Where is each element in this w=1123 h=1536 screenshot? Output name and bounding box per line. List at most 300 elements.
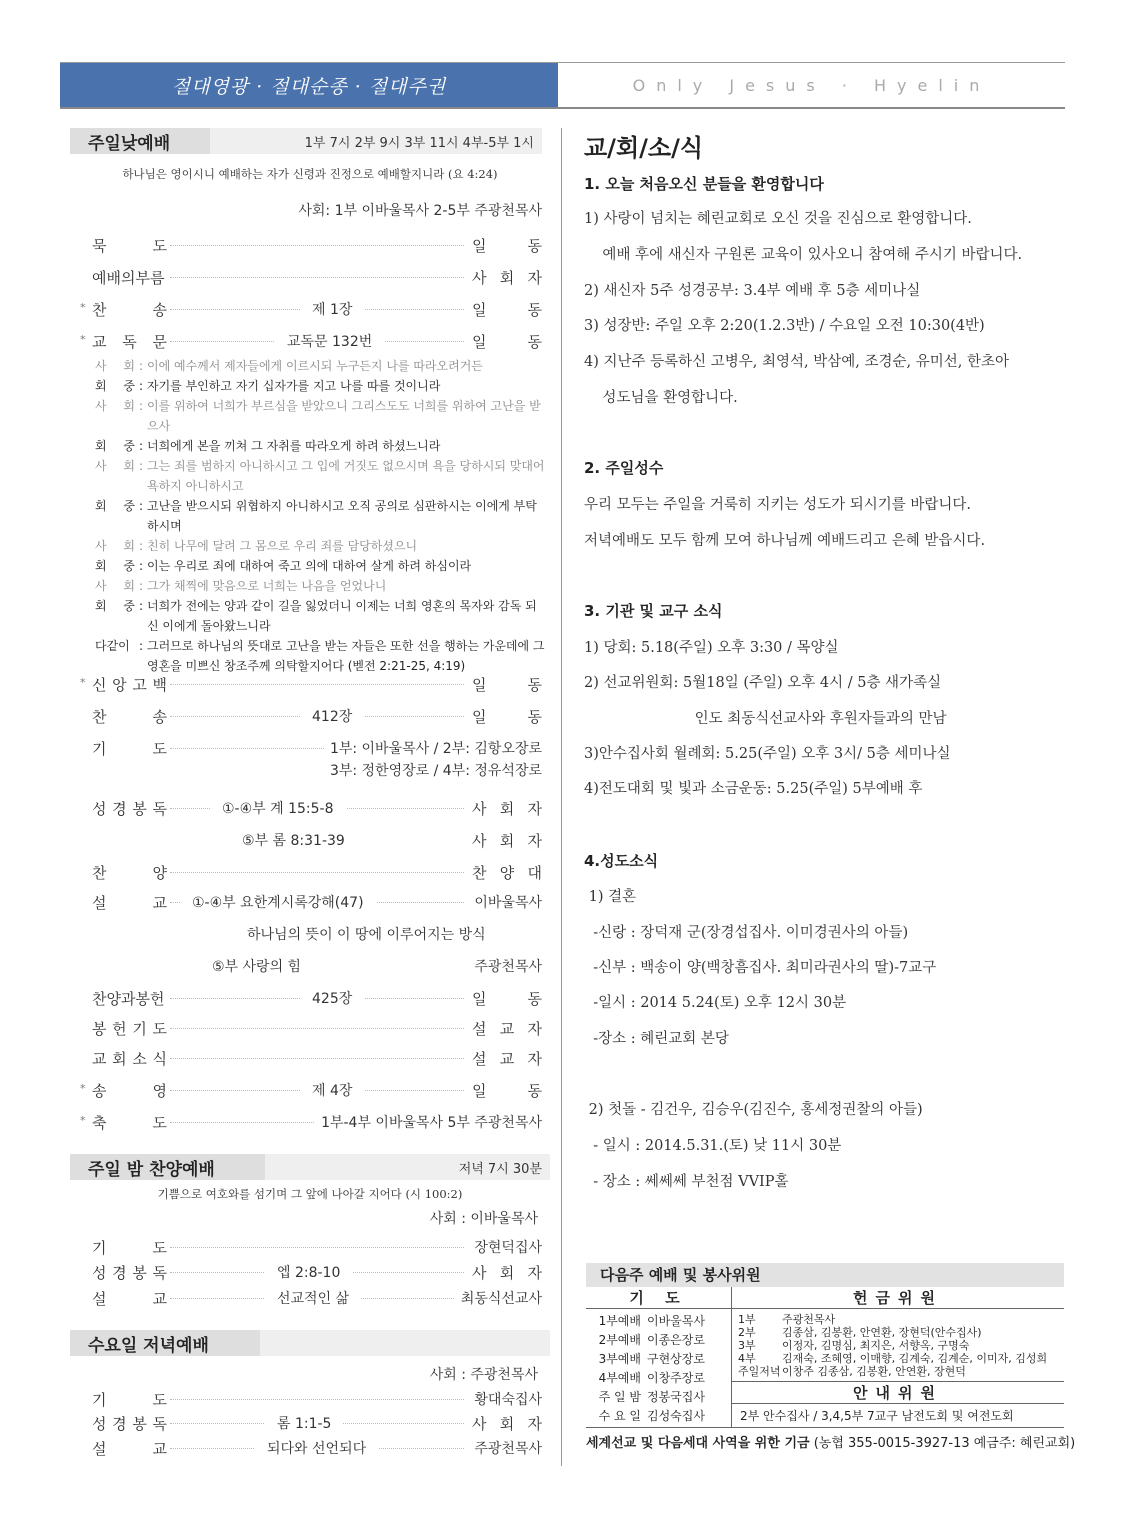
speaker <box>95 596 139 636</box>
order-item-detail: 하나님의 뜻이 이 땅에 이루어지는 방식 <box>235 924 498 944</box>
order-item-detail: ⑤부 롬 8:31-39 <box>230 830 357 850</box>
offering-column <box>732 1287 1064 1427</box>
standing-marker: * <box>80 301 86 314</box>
offering-row <box>732 1352 1064 1365</box>
char: 회 <box>123 579 135 593</box>
offering-list <box>732 1309 1064 1382</box>
char: 찬 <box>472 864 487 882</box>
responsive-line <box>95 376 545 396</box>
order-item-detail: 425장 <box>300 988 364 1008</box>
char: 일 <box>472 676 487 694</box>
prayer-leader: 김성숙집사 <box>647 1409 705 1423</box>
order-item-detail: 선교적인 삶 <box>265 1288 361 1308</box>
order-row <box>70 922 542 946</box>
char: 일 <box>472 990 487 1008</box>
char: 경 <box>112 1415 127 1433</box>
responsive-line <box>95 396 545 436</box>
char: 회 <box>499 1415 515 1433</box>
order-item-leader: 1부: 이바울목사 / 2부: 김항오장로 <box>324 738 542 758</box>
order-item-leader <box>468 299 542 320</box>
offering-members: 주광천목사 <box>782 1313 836 1326</box>
leader-dots <box>170 684 464 685</box>
char: 자 <box>527 1020 542 1038</box>
char: 다같이 <box>95 639 130 653</box>
char: 회 <box>95 499 107 513</box>
news-line: -신랑 : 장덕재 군(장경섭집사. 이미경권사의 아들) <box>584 925 909 941</box>
prayer-row <box>586 1388 731 1407</box>
scripture-verse: 하나님은 영이시니 예배하는 자가 신령과 진정으로 예배할지니라 (요 4:24) <box>122 167 498 181</box>
char: 동 <box>527 676 542 694</box>
order-item-detail: ①-④부 계 15:5-8 <box>210 798 346 818</box>
char: 교 <box>152 1440 167 1458</box>
order-item-name <box>92 862 167 883</box>
char: 영 <box>152 1082 167 1100</box>
mission-fund-note <box>586 1432 1076 1451</box>
char: 회 <box>95 379 107 393</box>
service-name: 주 일 밤 <box>598 1390 641 1404</box>
char: 동 <box>527 301 542 319</box>
char: 도 <box>152 1239 167 1257</box>
order-row <box>70 704 542 728</box>
service-name: 2부 <box>738 1326 756 1339</box>
char: 사 <box>95 579 107 593</box>
news-line: -장소 : 혜린교회 본당 <box>584 1031 729 1047</box>
news-line: 4)전도대회 및 빛과 소금운동: 5.25(주일) 5부예배 후 <box>584 781 923 797</box>
order-item-leader <box>468 1018 542 1039</box>
char: 경 <box>112 1264 127 1282</box>
order-item-name <box>92 331 167 352</box>
order-item-leader <box>468 331 542 352</box>
scripture-verse: 기쁨으로 여호와를 섬기며 그 앞에 나아갈 지어다 (시 100:2) <box>157 1187 463 1201</box>
order-item-leader <box>468 674 542 695</box>
sunday-evening-header <box>70 1154 550 1180</box>
order-row <box>70 736 542 779</box>
char: 송 <box>152 301 167 319</box>
section-title: 주일낮예배 <box>70 128 210 154</box>
responsive-reading <box>95 356 545 676</box>
service-name: 주일저녁 <box>738 1365 781 1378</box>
order-item-name <box>92 299 167 320</box>
order-row <box>70 1436 542 1460</box>
leader-dots <box>170 277 464 278</box>
news-line: 우리 모두는 주일을 거룩히 지키는 성도가 되시기를 바랍니다. <box>584 497 972 513</box>
char: 기 <box>132 1020 147 1038</box>
order-item-name <box>92 267 167 288</box>
responsive-line <box>95 576 545 596</box>
order-item-detail: 롬 1:1-5 <box>265 1413 343 1433</box>
char: 동 <box>527 990 542 1008</box>
responsive-line <box>95 356 545 376</box>
char: 교 <box>152 1290 167 1308</box>
char: 예배의부름 <box>92 269 165 287</box>
prayer-row <box>586 1350 731 1369</box>
char: 교 <box>152 894 167 912</box>
order-item-name <box>92 1262 167 1283</box>
news-line: 저녁예배도 모두 함께 모여 하나님께 예배드리고 은혜 받읍시다. <box>584 533 986 549</box>
news-line: 3) 성장반: 주일 오후 2:20(1.2.3반) / 수요일 오전 10:30(4반) <box>584 318 985 334</box>
order-item-name <box>92 706 167 727</box>
order-row <box>70 1110 542 1134</box>
reading-text: 자기를 부인하고 자기 십자가를 지고 나를 따를 것이니라 <box>147 379 441 393</box>
char: 자 <box>527 1415 542 1433</box>
order-item-name <box>92 988 167 1009</box>
order-row <box>70 828 542 852</box>
char: 앙 <box>112 676 127 694</box>
reading-text: 고난을 받으시되 위협하지 아니하시고 오직 공의로 심판하시는 이에게 부탁하시며 <box>147 499 537 533</box>
order-row <box>70 1078 542 1102</box>
leader-dots <box>170 245 464 246</box>
char: 성 <box>92 1415 107 1433</box>
news-heading: 2. 주일성수 <box>584 459 664 477</box>
char: 헌 <box>112 1020 127 1038</box>
char: 설 <box>92 894 107 912</box>
section-title: 수요일 저녁예배 <box>70 1330 260 1356</box>
service-name: 1부 <box>738 1313 756 1326</box>
char: 사 <box>95 539 107 553</box>
service-name: 4부 <box>738 1352 756 1365</box>
order-item-leader: 최동식선교사 <box>455 1288 542 1308</box>
char: 자 <box>527 832 542 850</box>
prayer-leader: 이종은장로 <box>647 1333 705 1347</box>
order-item-name <box>92 1018 167 1039</box>
char: 중 <box>123 439 135 453</box>
char: 봉 <box>92 1020 107 1038</box>
news-line: 4) 지난주 등록하신 고병우, 최영석, 박삼예, 조경순, 유미선, 한초아 <box>584 354 1009 370</box>
char: 회 <box>123 539 135 553</box>
char: 경 <box>112 800 127 818</box>
order-item-detail: 엡 2:8-10 <box>265 1262 352 1282</box>
char: 송 <box>152 708 167 726</box>
leader-dots <box>170 1028 464 1029</box>
service-times: 저녁 7시 30분 <box>458 1161 542 1177</box>
order-row <box>70 329 542 353</box>
order-item-leader <box>468 1262 542 1283</box>
char: 일 <box>472 301 487 319</box>
order-row <box>70 1260 542 1284</box>
church-news-title: 교/회/소/식 <box>584 134 704 162</box>
news-line: 2) 첫돌 - 김건우, 김승우(김진수, 홍세정권찰의 아들) <box>584 1102 923 1118</box>
char: 사 <box>95 399 107 413</box>
char: 중 <box>123 559 135 573</box>
char: 송 <box>92 1082 107 1100</box>
char: 사 <box>472 1415 487 1433</box>
char: 동 <box>527 333 542 351</box>
guide-header: 안내위원 <box>732 1382 1064 1404</box>
char: 회 <box>499 800 515 818</box>
service-host: 사회 : 이바울목사 <box>429 1211 538 1227</box>
prayer-header: 기 도 <box>586 1287 731 1309</box>
char: 교 <box>499 1050 515 1068</box>
char: 회 <box>95 599 107 613</box>
order-item-name <box>92 892 167 913</box>
prayer-row <box>586 1407 731 1426</box>
colon: : <box>139 579 144 593</box>
volunteers-table <box>586 1287 1064 1428</box>
news-line: - 장소 : 쎄쎄쎄 부천점 VVIP홀 <box>584 1174 789 1190</box>
news-line: -신부 : 백송이 양(백창흠집사. 최미라권사의 딸)-7교구 <box>584 960 937 976</box>
char: 일 <box>472 708 487 726</box>
char: 회 <box>123 399 135 413</box>
order-item-detail: 교독문 132번 <box>275 331 384 351</box>
char: 회 <box>499 269 515 287</box>
news-line: 예배 후에 새신자 구원론 교육이 있사오니 참여해 주시기 바랍니다. <box>584 247 1023 263</box>
char: 봉 <box>132 1264 147 1282</box>
order-row <box>70 1046 542 1070</box>
char: 성 <box>92 1264 107 1282</box>
speaker <box>95 576 139 596</box>
service-name: 수 요 일 <box>598 1409 641 1423</box>
char: 독 <box>122 333 137 351</box>
responsive-line <box>95 556 545 576</box>
order-item-name <box>92 1389 167 1410</box>
speaker <box>95 456 139 496</box>
order-row <box>70 1235 542 1259</box>
char: 회 <box>123 459 135 473</box>
service-times: 1부 7시 2부 9시 3부 11시 4부-5부 1시 <box>304 135 534 151</box>
leader-dots <box>170 1058 464 1059</box>
news-line: -일시 : 2014 5.24(토) 오후 12시 30분 <box>584 995 847 1011</box>
char: 사 <box>472 269 487 287</box>
char: 고 <box>132 676 147 694</box>
order-item-leader: 황대숙집사 <box>468 1389 542 1409</box>
speaker <box>95 396 139 436</box>
offering-header: 헌금위원 <box>732 1287 1064 1309</box>
section-title: 주일 밤 찬양예배 <box>70 1154 265 1180</box>
colon: : <box>139 379 144 393</box>
standing-marker: * <box>80 1082 86 1095</box>
order-item-name <box>92 1413 167 1434</box>
char: 교 <box>499 1020 515 1038</box>
char: 회 <box>95 439 107 453</box>
speaker <box>95 356 139 376</box>
char: 일 <box>472 333 487 351</box>
char: 회 <box>95 559 107 573</box>
order-item-leader: 장현덕집사 <box>468 1237 542 1257</box>
tagline: Only Jesus · Hyelin <box>632 75 991 95</box>
leader-dots <box>170 1399 464 1400</box>
order-row <box>70 890 542 914</box>
order-item-leader <box>468 235 542 256</box>
char: 백 <box>152 676 167 694</box>
order-item-name <box>92 798 167 819</box>
responsive-line <box>95 436 545 456</box>
reading-text: 이는 우리로 죄에 대하여 죽고 의에 대하여 살게 하려 하심이라 <box>147 559 472 573</box>
char: 자 <box>527 269 542 287</box>
order-item-detail: 제 4장 <box>300 1080 364 1100</box>
news-line: 1) 결혼 <box>584 889 637 905</box>
order-item-leader-2: 3부: 정한영장로 / 4부: 정유석장로 <box>324 760 542 780</box>
service-host: 사회: 1부 이바울목사 2-5부 주광천목사 <box>298 203 542 219</box>
char: 찬양과봉헌 <box>92 990 165 1008</box>
prayer-leader: 이창주장로 <box>647 1371 705 1385</box>
order-item-detail: ①-④부 요한계시록강해(47) <box>180 892 376 912</box>
char: 기 <box>92 1239 107 1257</box>
order-row <box>70 1411 542 1435</box>
standing-marker: * <box>80 1114 86 1127</box>
char: 소 <box>132 1050 147 1068</box>
order-item-leader: 주광천목사 <box>468 956 542 976</box>
service-name: 1부예배 <box>598 1314 641 1328</box>
leader-dots <box>170 872 464 873</box>
char: 대 <box>527 864 542 882</box>
order-row <box>70 954 542 978</box>
speaker <box>95 556 139 576</box>
char: 묵 <box>92 237 107 255</box>
order-item-name <box>92 1080 167 1101</box>
char: 중 <box>123 379 135 393</box>
char: 독 <box>152 1264 167 1282</box>
order-item-leader <box>468 1080 542 1101</box>
prayer-row <box>586 1331 731 1350</box>
standing-marker: * <box>80 676 86 689</box>
leader-dots <box>170 1247 464 1248</box>
standing-marker: * <box>80 333 86 346</box>
responsive-line <box>95 596 545 636</box>
char: 동 <box>527 708 542 726</box>
news-line: 1) 사랑이 넘치는 혜린교회로 오신 것을 진심으로 환영합니다. <box>584 211 972 227</box>
guide-text: 2부 안수집사 / 3,4,5부 7교구 남전도회 및 여전도회 <box>740 1409 1014 1423</box>
char: 일 <box>472 1082 487 1100</box>
offering-row <box>732 1365 1064 1378</box>
offering-row <box>732 1339 1064 1352</box>
order-item-name <box>92 1112 167 1133</box>
offering-members: 김재숙, 조혜영, 이매향, 김계숙, 김계순, 이미자, 김성희 <box>782 1352 1048 1365</box>
sunday-morning-header <box>70 128 542 154</box>
char: 설 <box>472 1020 487 1038</box>
reading-text: 너희에게 본을 끼쳐 그 자취를 따라오게 하려 하셨느니라 <box>147 439 441 453</box>
char: 사 <box>95 359 107 373</box>
char: 자 <box>527 800 542 818</box>
char: 회 <box>499 832 515 850</box>
order-item-leader <box>468 1048 542 1069</box>
service-name: 4부예배 <box>598 1371 641 1385</box>
char: 독 <box>152 1415 167 1433</box>
char: 도 <box>152 1114 167 1132</box>
char: 사 <box>472 800 487 818</box>
news-line: 2) 새신자 5주 성경공부: 3.4부 예배 후 5층 세미나실 <box>584 283 921 299</box>
order-row <box>70 986 542 1010</box>
speaker <box>95 496 139 536</box>
char: 회 <box>123 359 135 373</box>
char: 찬 <box>92 708 107 726</box>
order-item-detail: ⑤부 사랑의 힘 <box>200 956 313 976</box>
order-item-leader: 1부-4부 이바울목사 5부 주광천목사 <box>315 1112 542 1132</box>
reading-text: 그러므로 하나님의 뜻대로 고난을 받는 자들은 또한 선을 행하는 가운데에 그 영혼을 미쁘신 창조주께 의탁할지어다 (벧전 2:21-25, 4:19) <box>147 639 545 673</box>
prayer-leader: 이바울목사 <box>647 1314 705 1328</box>
offering-row <box>732 1326 1064 1339</box>
colon: : <box>139 359 144 373</box>
motto: 절대영광 · 절대순종 · 절대주권 <box>60 63 558 107</box>
reading-text: 너희가 전에는 양과 같이 길을 잃었더니 이제는 너희 영혼의 목자와 감독 되신 이에게 돌아왔느니라 <box>147 599 537 633</box>
service-name: 3부 <box>738 1339 756 1352</box>
order-item-leader <box>468 988 542 1009</box>
char: 양 <box>499 864 515 882</box>
char: 교 <box>92 333 107 351</box>
responsive-line <box>95 536 545 556</box>
reading-text: 이를 위하여 너희가 부르심을 받았으니 그리스도도 너희를 위하여 고난을 받으사 <box>147 399 541 433</box>
news-line: 1) 당회: 5.18(주일) 오후 3:30 / 목양실 <box>584 640 839 656</box>
colon: : <box>139 399 144 413</box>
news-line: 3)안수집사회 월례회: 5.25(주일) 오후 3시/ 5층 세미나실 <box>584 746 951 762</box>
char: 동 <box>527 1082 542 1100</box>
service-host: 사회 : 주광천목사 <box>429 1367 538 1383</box>
prayer-row <box>586 1312 731 1331</box>
colon: : <box>139 499 144 513</box>
colon: : <box>139 599 144 613</box>
char: 봉 <box>132 1415 147 1433</box>
char: 독 <box>152 800 167 818</box>
service-name: 3부예배 <box>598 1352 641 1366</box>
char: 기 <box>92 740 107 758</box>
order-item-leader <box>468 830 542 851</box>
next-week-title: 다음주 예배 및 봉사위원 <box>586 1263 1064 1287</box>
service-name: 2부예배 <box>598 1333 641 1347</box>
char: 도 <box>152 1020 167 1038</box>
char: 동 <box>527 237 542 255</box>
responsive-line <box>95 496 545 536</box>
speaker <box>95 636 139 676</box>
order-row <box>70 860 542 884</box>
order-item-detail: 412장 <box>300 706 364 726</box>
news-line: 2) 선교위원회: 5월18일 (주일) 오후 4시 / 5층 새가족실 <box>584 675 942 691</box>
char: 문 <box>152 333 167 351</box>
colon: : <box>139 459 144 473</box>
order-item-leader: 이바울목사 <box>468 892 542 912</box>
order-item-detail: 되다와 선언되다 <box>255 1438 378 1458</box>
offering-members: 김종삼, 김봉환, 안연환, 장현덕(안수집사) <box>782 1326 982 1339</box>
news-heading: 4.성도소식 <box>584 852 659 870</box>
char: 회 <box>499 1264 515 1282</box>
prayer-list <box>586 1309 731 1426</box>
prayer-leader: 정봉국집사 <box>647 1390 705 1404</box>
char: 성 <box>92 800 107 818</box>
order-item-name <box>92 674 167 695</box>
colon: : <box>139 539 144 553</box>
prayer-leader: 구현상장로 <box>647 1352 705 1366</box>
order-item-name <box>92 1237 167 1258</box>
reading-text: 그가 채찍에 맞음으로 너희는 나음을 얻었나니 <box>147 579 387 593</box>
fund-title: 세계선교 및 다음세대 사역을 위한 기금 <box>586 1436 810 1451</box>
order-row <box>70 1016 542 1040</box>
order-item-leader: 주광천목사 <box>468 1438 542 1458</box>
char: 기 <box>92 1391 107 1409</box>
char: 교 <box>92 1050 107 1068</box>
char: 양 <box>152 864 167 882</box>
char: 회 <box>112 1050 127 1068</box>
char: 찬 <box>92 864 107 882</box>
order-item-leader <box>468 798 542 819</box>
char: 사 <box>95 459 107 473</box>
char: 사 <box>472 1264 487 1282</box>
order-item-name <box>92 1288 167 1309</box>
news-line: 인도 최동식선교사와 후원자들과의 만남 <box>584 711 947 727</box>
order-item-name <box>92 1438 167 1459</box>
news-heading: 1. 오늘 처음오신 분들을 환영합니다 <box>584 175 824 193</box>
reading-text: 그는 죄를 범하지 아니하시고 그 입에 거짓도 없으시며 욕을 당하시되 맞대어 욕하지 아니하시고 <box>147 459 545 493</box>
news-line: - 일시 : 2014.5.31.(토) 낮 11시 30분 <box>584 1138 842 1154</box>
order-row <box>70 297 542 321</box>
char: 자 <box>527 1050 542 1068</box>
order-item-name <box>92 235 167 256</box>
order-item-leader <box>468 706 542 727</box>
order-row <box>70 1387 542 1411</box>
char: 중 <box>123 599 135 613</box>
order-row <box>70 672 542 696</box>
prayer-column <box>586 1287 732 1427</box>
colon: : <box>139 559 144 573</box>
char: 축 <box>92 1114 107 1132</box>
speaker <box>95 376 139 396</box>
